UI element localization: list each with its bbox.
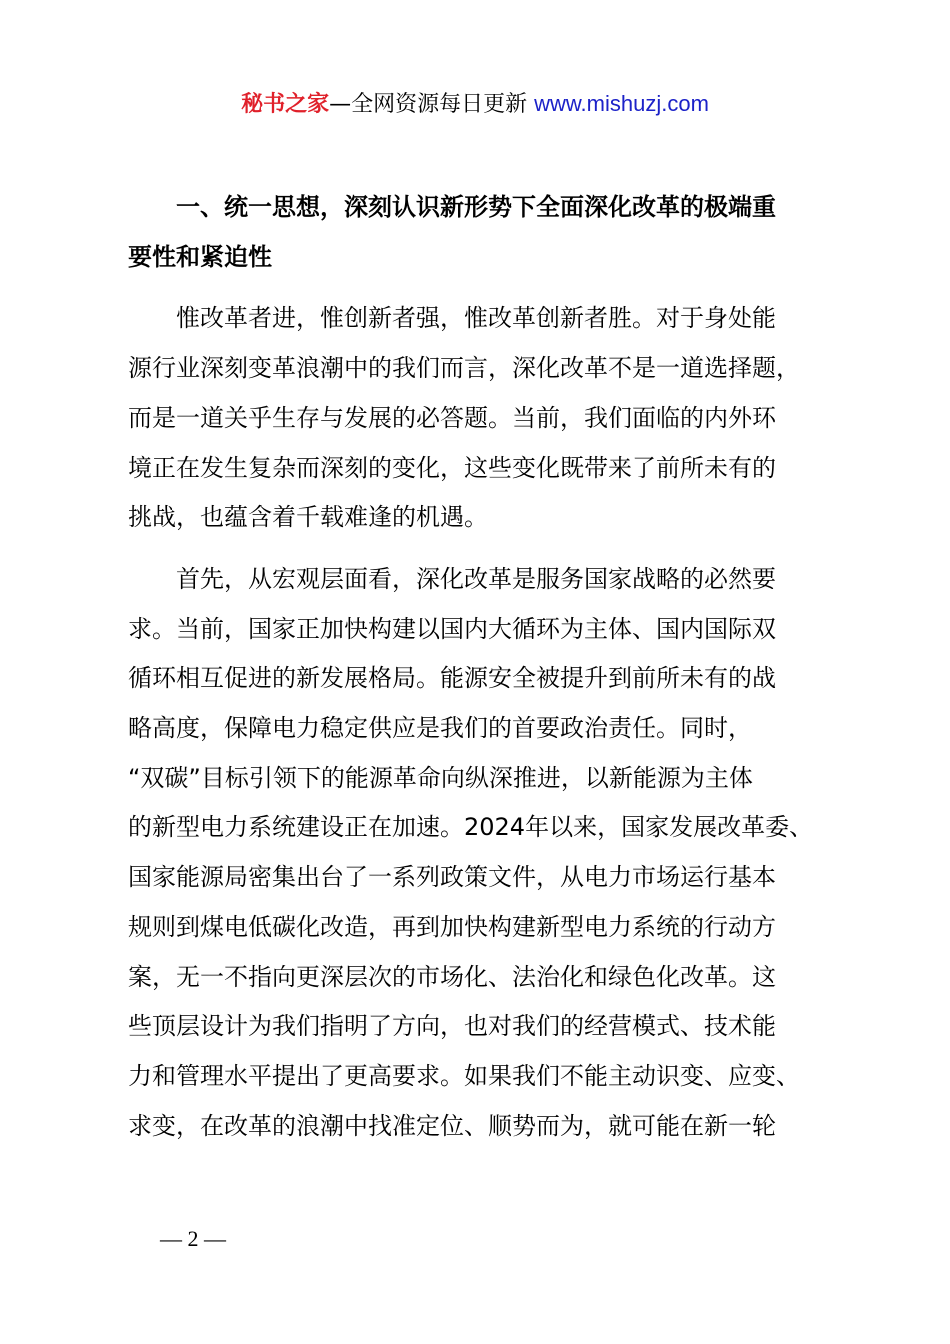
paragraph-line: 源行业深刻变革浪潮中的我们而言，深化改革不是一道选择题，: [128, 354, 800, 383]
section-heading: [128, 183, 838, 282]
heading-line: 要性和紧迫性: [128, 242, 272, 271]
site-brand: 秘书之家: [241, 92, 330, 117]
paragraph-line: 惟改革者进，惟创新者强，惟改革创新者胜。对于身处能: [176, 304, 776, 333]
paragraph-line: 循环相互促进的新发展格局。能源安全被提升到前所未有的战: [128, 664, 776, 693]
site-tagline: —全网资源每日更新: [329, 92, 535, 117]
site-url-link[interactable]: www.mishuzj.com: [534, 91, 709, 116]
paragraph-line: “双碳”目标引领下的能源革命向纵深推进，以新能源为主体: [128, 763, 753, 792]
paragraph-line: 首先，从宏观层面看，深化改革是服务国家战略的必然要: [176, 564, 776, 593]
paragraph-line: 而是一道关乎生存与发展的必答题。当前，我们面临的内外环: [128, 403, 776, 432]
document-body: [128, 183, 838, 1151]
paragraph-line: 求变，在改革的浪潮中找准定位、顺势而为，就可能在新一轮: [128, 1111, 776, 1140]
page-number: — 2 —: [160, 1226, 226, 1251]
heading-line: 一、统一思想，深刻认识新形势下全面深化改革的极端重: [176, 193, 776, 221]
paragraph-line: 案，无一不指向更深层次的市场化、法治化和绿色化改革。这: [128, 962, 776, 991]
paragraph-line: 国家能源局密集出台了一系列政策文件，从电力市场运行基本: [128, 863, 776, 892]
paragraph-line: 境正在发生复杂而深刻的变化，这些变化既带来了前所未有的: [128, 453, 776, 482]
paragraph-line: 略高度，保障电力稳定供应是我们的首要政治责任。同时，: [128, 714, 752, 743]
paragraph-line: 的新型电力系统建设正在加速。2024年以来，国家发展改革委、: [128, 813, 814, 842]
paragraph-2: [128, 555, 838, 1151]
paragraph-line: 力和管理水平提出了更高要求。如果我们不能主动识变、应变、: [128, 1061, 800, 1090]
paragraph-line: 求。当前，国家正加快构建以国内大循环为主体、国内国际双: [128, 614, 776, 643]
paragraph-line: 些顶层设计为我们指明了方向，也对我们的经营模式、技术能: [128, 1012, 776, 1041]
page-header: [0, 87, 950, 122]
paragraph-line: 挑战，也蕴含着千载难逢的机遇。: [128, 503, 488, 532]
paragraph-line: 规则到煤电低碳化改造，再到加快构建新型电力系统的行动方: [128, 912, 776, 941]
paragraph-1: [128, 294, 838, 543]
